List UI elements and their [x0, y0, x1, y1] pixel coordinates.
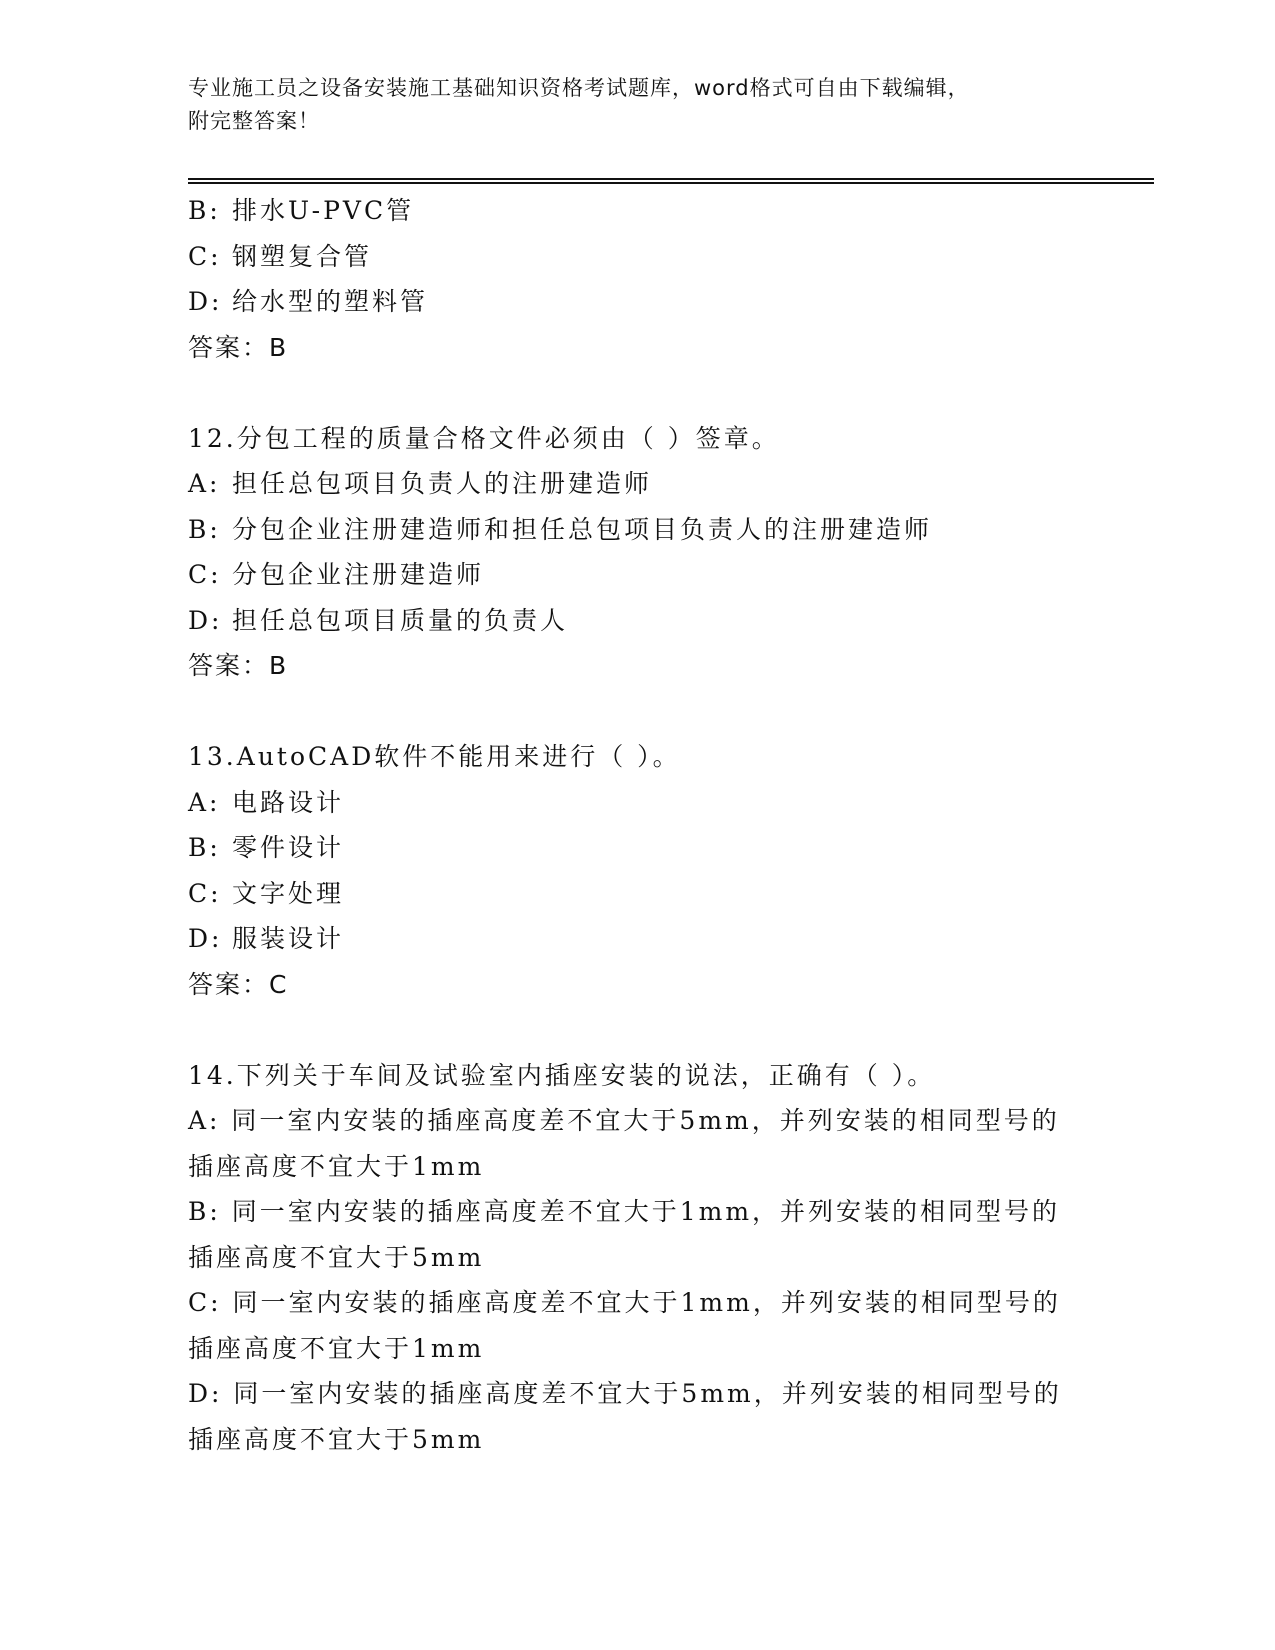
option-c: C: 文字处理	[188, 878, 345, 908]
question-stem: 14.下列关于车间及试验室内插座安装的说法，正确有（ ）。	[188, 1060, 936, 1090]
option-d: D: 同一室内安装的插座高度差不宜大于5mm，并列安装的相同型号的 插座高度不宜大于5mm	[188, 1379, 1062, 1454]
question-13	[188, 734, 1088, 1007]
option-a: A: 担任总包项目负责人的注册建造师	[188, 469, 653, 498]
header-divider	[188, 178, 1154, 183]
option-a: A: 电路设计	[188, 787, 345, 817]
question-11	[188, 188, 1088, 370]
answer: 答案：B	[188, 651, 289, 680]
document-header	[188, 72, 1088, 138]
header-line-1: 专业施工员之设备安装施工基础知识资格考试题库，word格式可自由下载编辑，	[188, 76, 970, 100]
answer: 答案：B	[188, 332, 289, 362]
option-b: B: 零件设计	[188, 833, 345, 862]
option-a: A: 同一室内安装的插座高度差不宜大于5mm，并列安装的相同型号的 插座高度不宜大于1mm	[188, 1106, 1060, 1181]
option-b: B: 排水U-PVC管	[188, 196, 415, 225]
question-stem: 12.分包工程的质量合格文件必须由（ ）签章。	[188, 423, 780, 453]
header-line-2: 附完整答案！	[188, 109, 320, 133]
option-c: C: 分包企业注册建造师	[188, 560, 485, 589]
option-c: C: 钢塑复合管	[188, 241, 373, 271]
question-12	[188, 416, 1088, 689]
question-list	[188, 188, 1088, 1462]
option-b: B: 分包企业注册建造师和担任总包项目负责人的注册建造师	[188, 514, 933, 544]
option-b: B: 同一室内安装的插座高度差不宜大于1mm，并列安装的相同型号的 插座高度不宜大于5mm	[188, 1197, 1061, 1272]
answer: 答案：C	[188, 969, 289, 999]
spacer	[188, 1007, 1088, 1053]
question-14	[188, 1053, 1088, 1463]
spacer	[188, 689, 1088, 735]
option-c: C: 同一室内安装的插座高度差不宜大于1mm，并列安装的相同型号的 插座高度不宜大于1mm	[188, 1288, 1061, 1363]
option-d: D: 给水型的塑料管	[188, 287, 429, 316]
spacer	[188, 370, 1088, 416]
question-stem: 13.AutoCAD软件不能用来进行（ ）。	[188, 742, 681, 771]
option-d: D: 服装设计	[188, 924, 345, 953]
option-d: D: 担任总包项目质量的负责人	[188, 605, 569, 635]
